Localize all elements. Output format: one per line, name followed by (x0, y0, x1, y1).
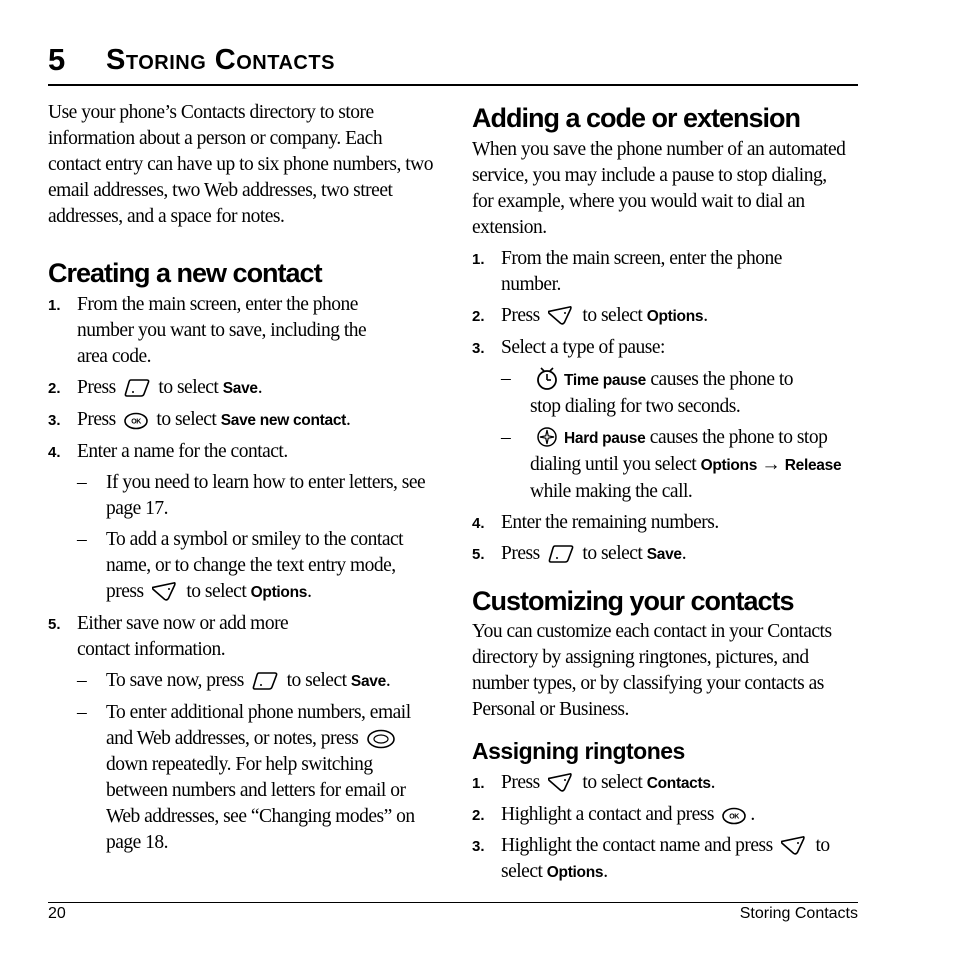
hard-pause-icon (534, 426, 560, 448)
right-softkey-icon (152, 582, 178, 602)
customizing-paragraph: You can customize each contact in your Contacts directory by assigning ringtones, pictures, and number types, or by classifying your contacts as Personal or Business. (472, 621, 832, 720)
ok-key-icon (124, 412, 148, 430)
left-softkey-icon (252, 671, 278, 691)
right-softkey-icon (781, 836, 807, 856)
left-column (48, 100, 438, 861)
page-footer (48, 902, 858, 922)
list-item: – To save now, press to select Save. (77, 670, 391, 691)
page-number: 20 (48, 905, 66, 922)
list-item: 4. Enter a name for the contact. – If you need to learn how to enter letters, see page 17. – To add a symbol or smiley to the contact name, or to change the text entry mode, press to select Options. (48, 439, 432, 606)
timer-icon (534, 366, 560, 390)
list-item: 5. Press to select Save. (472, 543, 687, 564)
code-intro-paragraph: When you save the phone number of an automated service, you may include a pause to stop dialing, for example, where you would wait to dial an extension. (472, 139, 846, 238)
svg-text:OK: OK (131, 418, 141, 426)
list-item: 3. Select a type of pause: – Time pause causes the phone to stop dialing for two seconds. – Hard pause causes the phone to stop dialing until you select Options → Release while making the call. (472, 335, 862, 505)
list-item: – Time pause causes the phone to stop dialing for two seconds. (501, 368, 794, 417)
right-column (472, 101, 862, 891)
list-item: – To enter additional phone numbers, email and Web addresses, or notes, press down repeatedly. For help switching between numbers and letters for email or Web addresses, see “Changing modes” on page 18. (77, 702, 415, 853)
list-item: 1. From the main screen, enter the phone number. (472, 248, 782, 295)
section-heading-creating: Creating a new contact (48, 258, 322, 288)
list-item: – If you need to learn how to enter letters, see page 17. (77, 472, 426, 519)
creating-steps (48, 292, 426, 856)
left-softkey-icon (548, 544, 574, 564)
navigation-key-icon (367, 729, 395, 749)
section-heading-customizing: Customizing your contacts (472, 586, 794, 616)
list-item: 5. Either save now or add more contact information. – To save now, press to select Save. – To enter additional phone numbers, email and Web addresses, or notes, press down repeatedly. For help switching between numbers and letters for email or Web addresses, see “Changing modes” on page 18. (48, 611, 432, 856)
footer-chapter-title: Storing Contacts (739, 905, 858, 922)
list-item: 2. Press to select Options. (472, 305, 708, 326)
list-item: 2. Highlight a contact and press OK . (472, 804, 755, 825)
right-softkey-icon (548, 773, 574, 793)
list-item: 3. Press OK to select Save new contact. (48, 409, 351, 430)
ok-key-icon (722, 807, 746, 825)
list-item: 3. Highlight the contact name and press to select Options. (472, 835, 830, 882)
right-softkey-icon (548, 306, 574, 326)
code-steps (472, 246, 862, 568)
subsection-heading-ringtones: Assigning ringtones (472, 738, 685, 764)
section-heading-code: Adding a code or extension (472, 103, 801, 133)
chapter-number: 5 (48, 42, 66, 77)
intro-paragraph: Use your phone’s Contacts directory to store information about a person or company. Each contact entry can have up to six phone numbers, two email addresses, two Web addresses, two street addresses, and a space for notes. (48, 102, 433, 227)
list-item: – To add a symbol or smiley to the contact name, or to change the text entry mode, press to select Options. (77, 529, 404, 602)
list-item: – Hard pause causes the phone to stop dialing until you select Options → Release while making the call. (501, 427, 842, 502)
chapter-header (48, 40, 858, 86)
list-item: 1. From the main screen, enter the phone number you want to save, including the area code. (48, 294, 367, 367)
list-item: 2. Press to select Save. (48, 377, 263, 398)
svg-text:OK: OK (729, 813, 740, 821)
left-softkey-icon (124, 378, 150, 398)
list-item: 1. Press to select Contacts. (472, 772, 716, 793)
list-item: 4. Enter the remaining numbers. (472, 512, 719, 533)
ringtone-steps (472, 770, 862, 886)
chapter-title: Storing Contacts (106, 44, 335, 76)
